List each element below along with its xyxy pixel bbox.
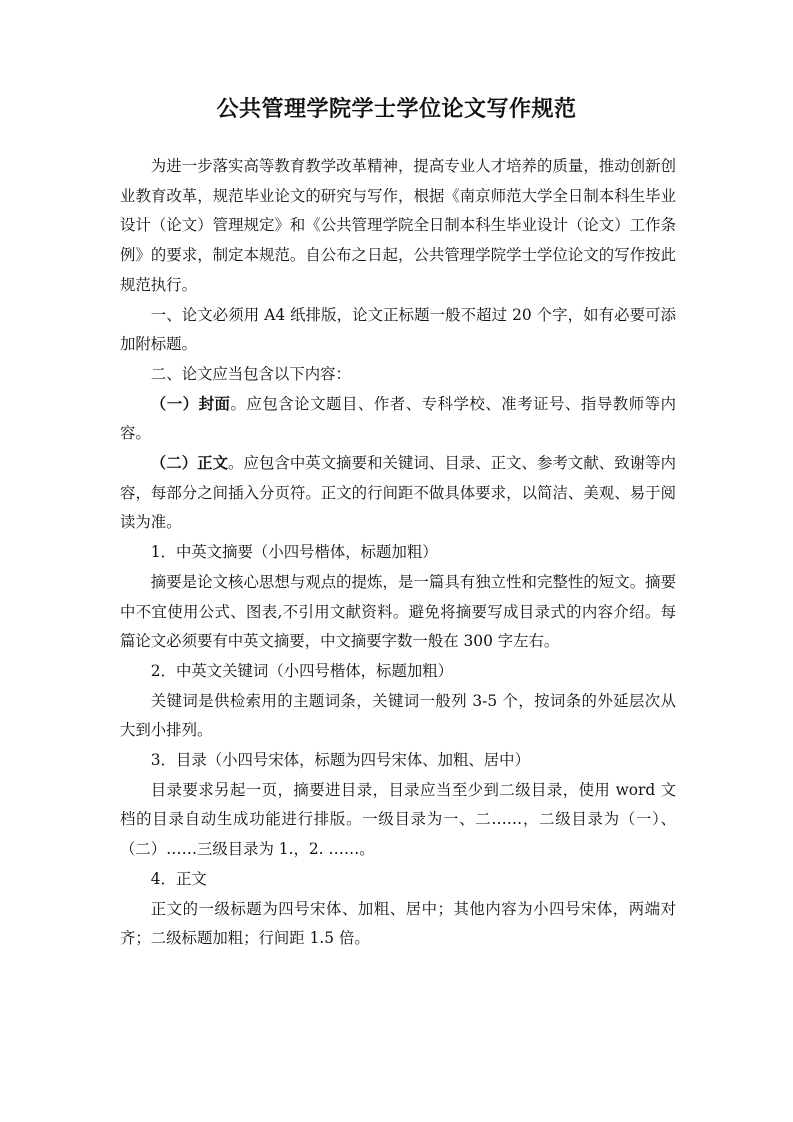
section-3-text: 目录要求另起一页，摘要进目录，目录应当至少到二级目录，使用 word 文档的目录自动生成功能进行排版。一级目录为一、二……，二级目录为（一）、（二）……三级目录为 1.，2. ……。 <box>120 780 676 859</box>
document-title: 公共管理学院学士学位论文写作规范 <box>216 97 577 122</box>
item-1-paragraph: 一、论文必须用 A4 纸排版，论文正标题一般不超过 20 个字，如有必要可添加附标题。 <box>120 305 676 354</box>
section-2-heading: 2．中英文关键词（小四号楷体，标题加粗） <box>150 661 454 680</box>
cover-label: （一）封面 <box>150 394 231 413</box>
section-4-text: 正文的一级标题为四号宋体、加粗、居中；其他内容为小四号宋体，两端对齐；二级标题加粗；行间距 1.5 倍。 <box>120 899 676 948</box>
cover-paragraph <box>120 390 676 449</box>
document-body <box>120 152 676 954</box>
section-3-heading: 3．目录（小四号宋体，标题为四号宋体、加粗、居中） <box>150 751 530 770</box>
main-text-label: （二）正文 <box>150 454 229 473</box>
intro-paragraph: 为进一步落实高等教育教学改革精神，提高专业人才培养的质量，推动创新创业教育改革，规范毕业论文的研究与写作，根据《南京师范大学全日制本科生毕业设计（论文）管理规定》和《公共管理学院全日制本科生毕业设计（论文）工作条例》的要求，制定本规范。自公布之日起，公共管理学院学士学位论文的写作按此规范执行。 <box>120 157 676 294</box>
section-4-heading: 4．正文 <box>150 869 207 888</box>
section-2-text: 关键词是供检索用的主题词条，关键词一般列 3-5 个，按词条的外延层次从大到小排列。 <box>120 691 676 740</box>
main-text-body: 。应包含中英文摘要和关键词、目录、正文、参考文献、致谢等内容，每部分之间插入分页符。正文的行间距不做具体要求，以简洁、美观、易于阅读为准。 <box>120 454 676 532</box>
cover-text: 。应包含论文题目、作者、专科学校、准考证号、指导教师等内容。 <box>120 394 676 443</box>
main-text-paragraph <box>120 449 676 538</box>
section-1-heading: 1．中英文摘要（小四号楷体，标题加粗） <box>150 543 438 562</box>
item-2-paragraph: 二、论文应当包含以下内容： <box>150 364 351 383</box>
section-1-text: 摘要是论文核心思想与观点的提炼，是一篇具有独立性和完整性的短文。摘要中不宜使用公式、图表,不引用文献资料。避免将摘要写成目录式的内容介绍。每篇论文必须要有中英文摘要，中文摘要字数一般在 300 字左右。 <box>120 572 676 651</box>
